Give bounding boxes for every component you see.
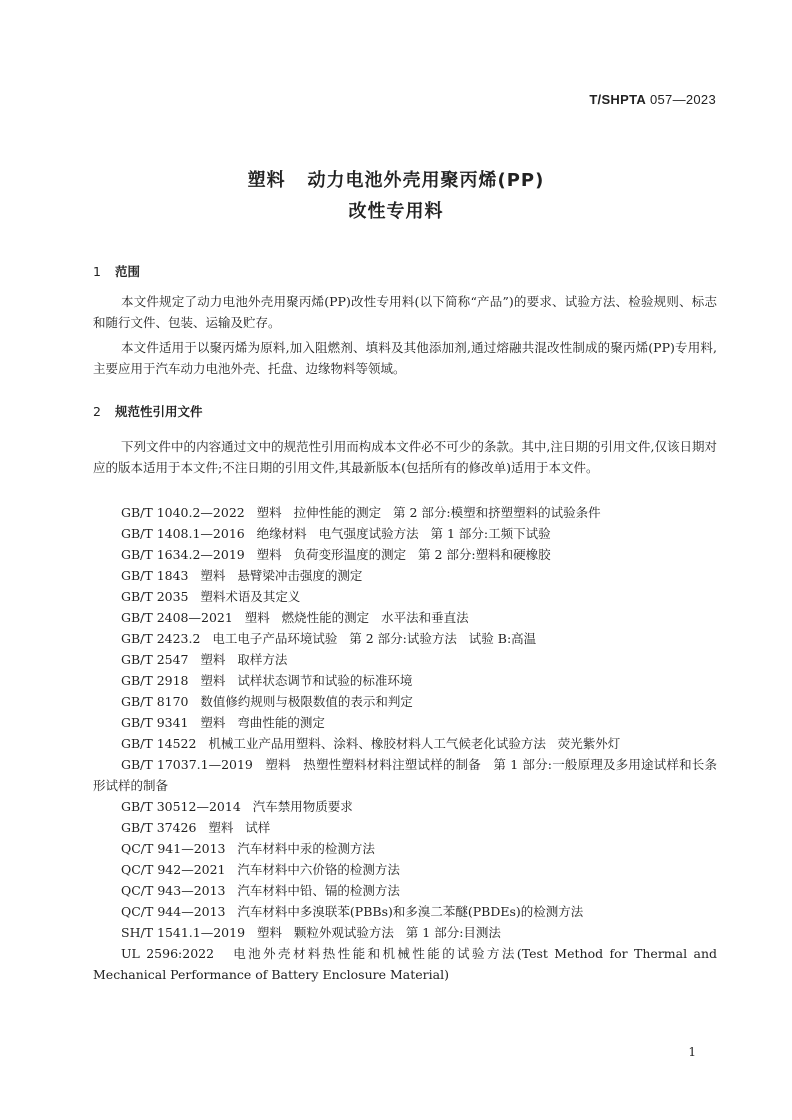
reference-item: UL 2596:2022 电池外壳材料热性能和机械性能的试验方法(Test Method for Thermal and Mechanical Performance of Battery Enclosure Material) <box>93 946 721 982</box>
section-1-number: 1 <box>93 264 101 279</box>
section-2-title: 规范性引用文件 <box>115 404 203 419</box>
reference-item: QC/T 944—2013 汽车材料中多溴联苯(PBBs)和多溴二苯醚(PBDEs)的检测方法 <box>121 904 584 919</box>
section-2-number: 2 <box>93 404 101 419</box>
scope-paragraph-2: 本文件适用于以聚丙烯为原料,加入阻燃剂、填料及其他添加剂,通过熔融共混改性制成的聚丙烯(PP)专用料,主要应用于汽车动力电池外壳、托盘、边缘物料等领域。 <box>93 340 717 376</box>
reference-item: GB/T 37426 塑料 试样 <box>121 820 271 835</box>
reference-item: GB/T 2547 塑料 取样方法 <box>121 652 288 667</box>
reference-item: GB/T 30512—2014 汽车禁用物质要求 <box>121 799 353 814</box>
section-2-heading <box>93 402 203 420</box>
reference-list <box>93 502 721 985</box>
reference-item: QC/T 943—2013 汽车材料中铅、镉的检测方法 <box>121 883 400 898</box>
reference-item: SH/T 1541.1—2019 塑料 颗粒外观试验方法 第 1 部分:目测法 <box>121 925 501 940</box>
reference-item: GB/T 1634.2—2019 塑料 负荷变形温度的测定 第 2 部分:塑料和硬橡胶 <box>121 547 551 562</box>
document-title-line2: 改性专用料 <box>348 201 444 222</box>
document-title-line1: 塑料 动力电池外壳用聚丙烯(PP) <box>247 170 545 191</box>
section-1-heading <box>93 262 140 280</box>
reference-item: GB/T 14522 机械工业产品用塑料、涂料、橡胶材料人工气候老化试验方法 荧光紫外灯 <box>121 736 621 751</box>
standard-prefix: T/SHPTA <box>589 92 647 107</box>
section-1-title: 范围 <box>115 264 141 279</box>
standard-number: 057—2023 <box>649 92 716 107</box>
reference-item: GB/T 2035 塑料术语及其定义 <box>121 589 301 604</box>
standard-id <box>589 92 716 107</box>
reference-item: GB/T 2408—2021 塑料 燃烧性能的测定 水平法和垂直法 <box>121 610 469 625</box>
reference-item: GB/T 2423.2 电工电子产品环境试验 第 2 部分:试验方法 试验 B:高温 <box>121 631 537 646</box>
reference-item: QC/T 942—2021 汽车材料中六价铬的检测方法 <box>121 862 400 877</box>
page-number: 1 <box>688 1045 696 1059</box>
reference-item: GB/T 1843 塑料 悬臂梁冲击强度的测定 <box>121 568 363 583</box>
reference-item: GB/T 2918 塑料 试样状态调节和试验的标准环境 <box>121 673 413 688</box>
reference-item: GB/T 1040.2—2022 塑料 拉伸性能的测定 第 2 部分:模塑和挤塑塑料的试验条件 <box>121 505 601 520</box>
reference-item: GB/T 17037.1—2019 塑料 热塑性塑料材料注塑试样的制备 第 1 部分:一般原理及多用途试样和长条形试样的制备 <box>93 757 717 793</box>
reference-item: GB/T 9341 塑料 弯曲性能的测定 <box>121 715 325 730</box>
reference-item: GB/T 8170 数值修约规则与极限数值的表示和判定 <box>121 694 413 709</box>
references-intro: 下列文件中的内容通过文中的规范性引用而构成本文件必不可少的条款。其中,注日期的引用文件,仅该日期对应的版本适用于本文件;不注日期的引用文件,其最新版本(包括所有的修改单)适用于本文件。 <box>93 439 717 475</box>
reference-item: QC/T 941—2013 汽车材料中汞的检测方法 <box>121 841 375 856</box>
reference-item: GB/T 1408.1—2016 绝缘材料 电气强度试验方法 第 1 部分:工频下试验 <box>121 526 551 541</box>
scope-paragraph-1: 本文件规定了动力电池外壳用聚丙烯(PP)改性专用料(以下简称“产品”)的要求、试验方法、检验规则、标志和随行文件、包装、运输及贮存。 <box>93 294 717 330</box>
